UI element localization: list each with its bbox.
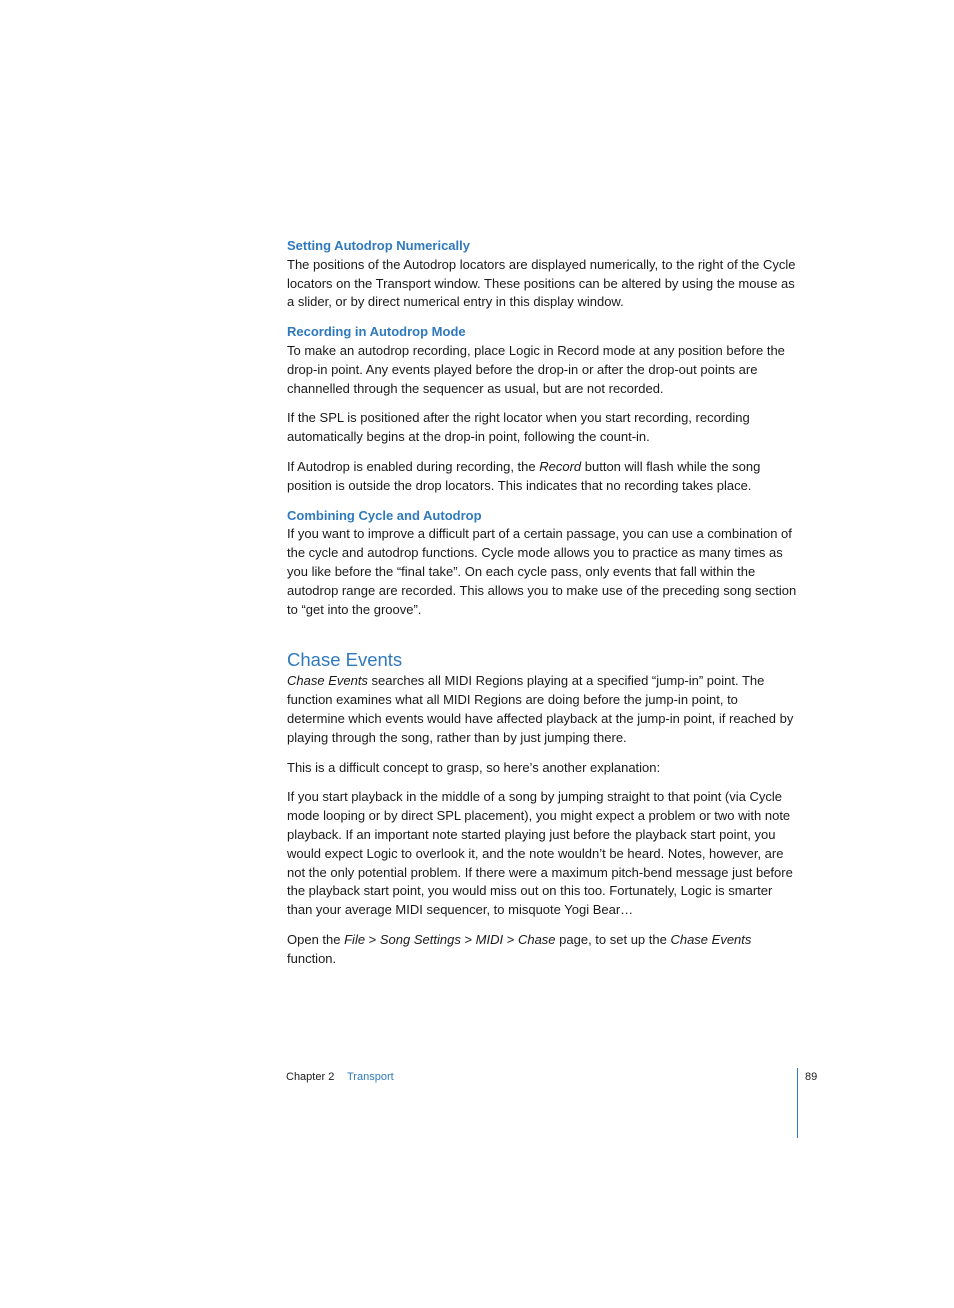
paragraph: The positions of the Autodrop locators are displayed numerically, to the right of the Cycle locators on the Transport window. These positions can be altered by using the mouse as a slider, or by direct numerical entry in this display window. bbox=[287, 256, 796, 310]
section-autodrop-numerically bbox=[287, 237, 797, 312]
emphasis-record: Record bbox=[539, 458, 582, 474]
paragraph: If the SPL is positioned after the right locator when you start recording, recording automatically begins at the drop-in point, following the count-in. bbox=[287, 410, 750, 445]
page-body bbox=[287, 237, 797, 980]
paragraph: This is a difficult concept to grasp, so here’s another explanation: bbox=[287, 759, 661, 775]
paragraph bbox=[287, 931, 797, 969]
paragraph: To make an autodrop recording, place Logic in Record mode at any position before the drop-in point. Any events played before the drop-in or after the drop-out points are channelled through the sequencer as usual, but are not recorded. bbox=[287, 342, 785, 396]
page-number: 89 bbox=[805, 1071, 818, 1083]
emphasis-song-settings: Song Settings bbox=[379, 931, 461, 947]
text-run: > bbox=[365, 931, 380, 947]
paragraph bbox=[287, 458, 797, 496]
emphasis-chase-events-2: Chase Events bbox=[670, 931, 752, 947]
text-run: button will flash while the song position is outside the drop locators. This indicates that no recording takes place. bbox=[287, 458, 761, 493]
text-run: searches all MIDI Regions playing at a specified “jump-in” point. The function examines what all MIDI Regions are doing before the jump-in point, to determine which events would have affected playback at the jump-in point, if reached by playing through the song, rather than by just jumping there. bbox=[287, 673, 794, 745]
paragraph bbox=[287, 672, 797, 747]
subheading-combining-cycle: Combining Cycle and Autodrop bbox=[287, 507, 482, 523]
text-run: > bbox=[460, 931, 476, 947]
paragraph: If you want to improve a difficult part of a certain passage, you can use a combination of the cycle and autodrop functions. Cycle mode allows you to practice as many times as you like before the “final take”. On each cycle pass, only events that fall within the autodrop range are recorded. This allows you to make use of the preceding song section to “get into the groove”. bbox=[287, 526, 797, 617]
emphasis-file: File bbox=[344, 931, 366, 947]
text-run: If Autodrop is enabled during recording, the bbox=[287, 458, 540, 474]
emphasis-chase: Chase bbox=[517, 931, 556, 947]
subheading-recording-autodrop: Recording in Autodrop Mode bbox=[287, 324, 466, 340]
emphasis-chase-events: Chase Events bbox=[287, 673, 368, 689]
section-recording-autodrop bbox=[287, 323, 797, 495]
heading-chase-events: Chase Events bbox=[287, 649, 403, 671]
text-run: Open the bbox=[287, 931, 345, 947]
footer-chapter-title: Transport bbox=[347, 1071, 394, 1083]
section-combining-cycle bbox=[287, 507, 797, 620]
text-run: > bbox=[503, 931, 518, 947]
text-run: page, to set up the bbox=[555, 931, 671, 947]
subheading-autodrop-numerically: Setting Autodrop Numerically bbox=[287, 238, 470, 253]
emphasis-midi: MIDI bbox=[475, 931, 504, 947]
footer-divider bbox=[797, 1068, 798, 1138]
footer-chapter: Chapter 2 bbox=[286, 1071, 335, 1083]
paragraph: If you start playback in the middle of a song by jumping straight to that point (via Cycle mode looping or by direct SPL placement), you might expect a problem or two with note playback. If an important note started playing just before the playback start point, you would expect Logic to overlook it, and the note wouldn’t be heard. Notes, however, are not the only potential problem. If there were a maximum pitch-bend message just before the playback start point, you would miss out on this too. Fortunately, Logic is smarter than your average MIDI sequencer, to misquote Yogi Bear… bbox=[287, 789, 793, 918]
text-run: function. bbox=[287, 950, 337, 966]
